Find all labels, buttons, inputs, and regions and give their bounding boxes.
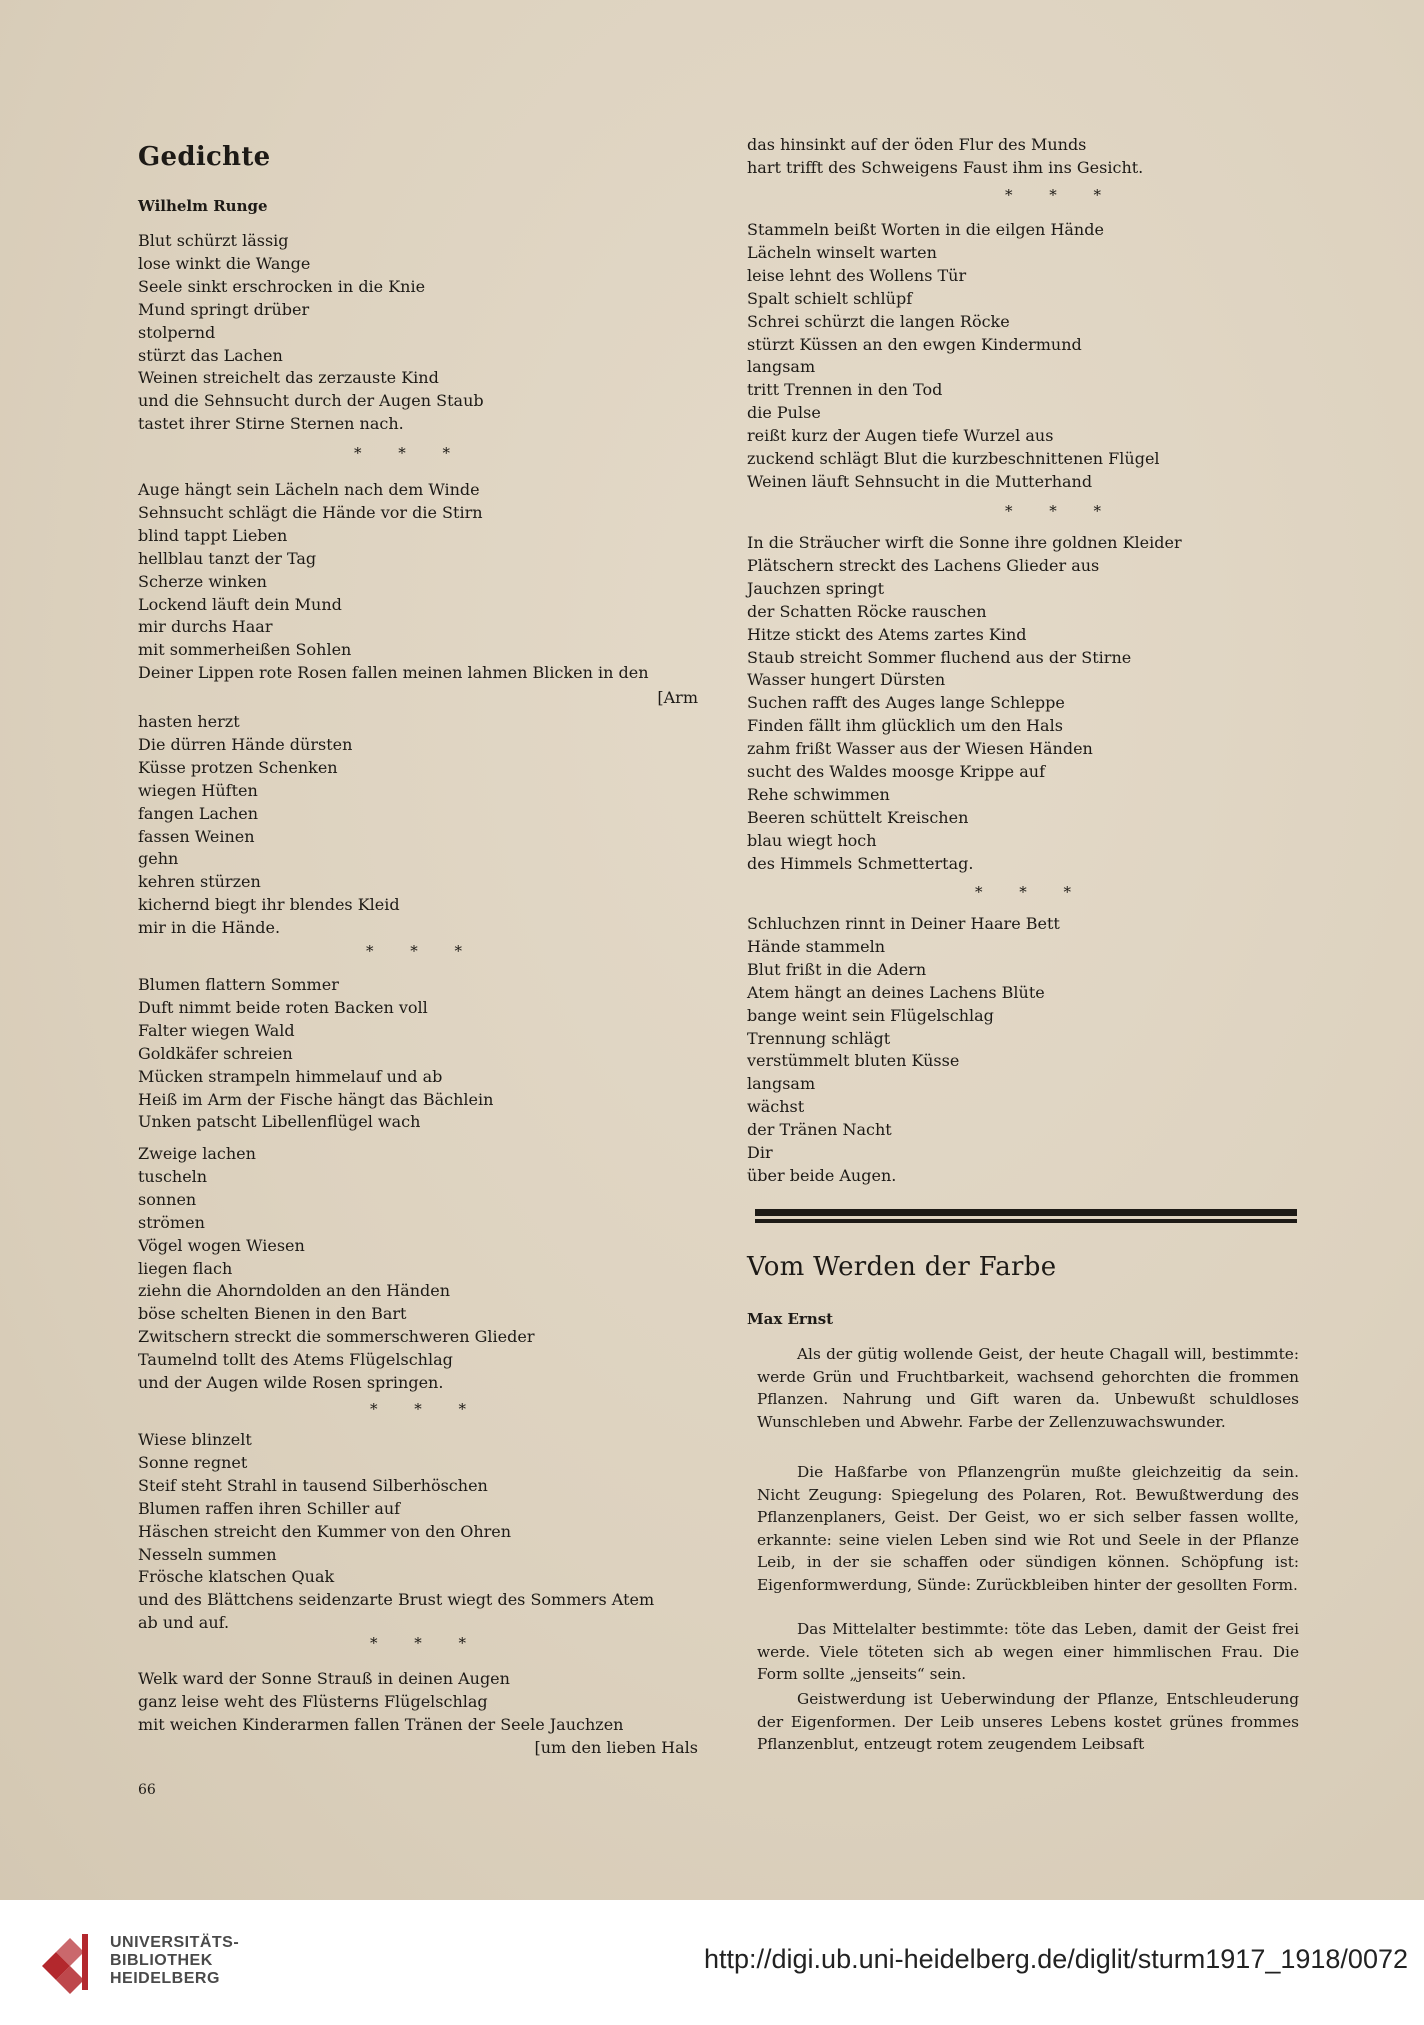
poem-line: kehren stürzen [138,872,261,892]
poem-line: Blumen raffen ihren Schiller auf [138,1498,401,1518]
poem-line: und des Blättchens seidenzarte Brust wiegt des Sommers Atem [138,1590,655,1610]
stars-separator: * * * [366,942,479,960]
poem-line: Mücken strampeln himmelauf und ab [138,1066,443,1086]
poem-line: Trennung schlägt [747,1028,891,1048]
poem-line: mir durchs Haar [138,617,273,637]
poem-line: ziehn die Ahorndolden an den Händen [138,1281,451,1301]
poem-line: leise lehnt des Wollens Tür [747,265,967,285]
poem-line: Finden fällt ihm glücklich um den Hals [747,716,1063,736]
poem-line: stürzt das Lachen [138,345,283,365]
poem-line: Zwitschern streckt die sommerschweren Glieder [138,1327,535,1347]
poem-line: des Himmels Schmettertag. [747,853,974,873]
stars-separator: * * * [975,883,1088,901]
poem-line: Atem hängt an deines Lachens Blüte [747,982,1045,1002]
poem-line: Sonne regnet [138,1452,248,1472]
article-author: Max Ernst [747,1310,834,1328]
poem-line: gehn [138,849,179,869]
poem-line: langsam [747,1074,816,1094]
logo-text-line2: BIBLIOTHEK [110,1952,213,1969]
source-url-link[interactable]: http://digi.ub.uni-heidelberg.de/diglit/sturm1917_1918/0072 [703,1944,1408,1974]
poem-line: tastet ihrer Stirne Sternen nach. [138,414,404,434]
poem-line: Falter wiegen Wald [138,1020,295,1040]
poem-line: reißt kurz der Augen tiefe Wurzel aus [747,426,1054,446]
poem-line: mir in die Hände. [138,918,281,938]
poem-line: Jauchzen springt [747,578,885,598]
poem-line: Schluchzen rinnt in Deiner Haare Bett [747,914,1060,933]
poem-line: Seele sinkt erschrocken in die Knie [138,276,426,296]
poem-line: Suchen rafft des Auges lange Schleppe [747,693,1065,713]
poem-line: In die Sträucher wirft die Sonne ihre goldnen Kleider [747,533,1182,552]
poem-line: sonnen [138,1189,197,1209]
stars-separator: * * * [370,1400,483,1418]
poem-line: Hitze stickt des Atems zartes Kind [747,624,1027,644]
poem-line: das hinsinkt auf der öden Flur des Munds [747,135,1087,154]
poem-line: Taumelnd tollt des Atems Flügelschlag [138,1350,453,1370]
poem-line: ganz leise weht des Flüsterns Flügelschlag [138,1691,488,1711]
poem-line: Hände stammeln [747,936,886,956]
poem-line: Mund springt drüber [138,299,310,319]
poem-line: stürzt Küssen an den ewgen Kindermund [747,334,1082,354]
poem-line: ab und auf. [138,1613,230,1633]
poem-line: sucht des Waldes moosge Krippe auf [747,762,1045,781]
poem-line: Weinen läuft Sehnsucht in die Mutterhand [747,471,1093,491]
poem-line: über beide Augen. [747,1165,897,1185]
page-number: 66 [138,1782,156,1798]
poem-line: und der Augen wilde Rosen springen. [138,1373,444,1392]
section-title: Gedichte [138,142,271,172]
poem-line: Auge hängt sein Lächeln nach dem Winde [138,480,480,499]
poem-line: Häschen streicht den Kummer von den Ohren [138,1521,512,1541]
poem-line: der Tränen Nacht [747,1120,892,1140]
poem-line: wiegen Hüften [138,780,258,800]
poem-line: die Pulse [747,403,821,423]
university-library-logo-icon [38,1930,94,1994]
stars-separator: * * * [1005,186,1118,204]
poem-line: liegen flach [138,1258,233,1278]
poem-author: Wilhelm Runge [138,197,268,215]
library-footer [0,1900,1424,2025]
poem-line: Küsse protzen Schenken [138,757,338,777]
poem-line: Lächeln winselt warten [747,242,937,262]
poem-line: mit weichen Kinderarmen fallen Tränen der Seele Jauchzen [138,1714,624,1734]
poem-line: und die Sehnsucht durch der Augen Staub [138,391,484,411]
poem-line: Unken patscht Libellenflügel wach [138,1112,421,1132]
poem-line: Staub streicht Sommer fluchend aus der Stirne [747,647,1132,667]
article-paragraph: Die Haßfarbe von Pflanzengrün mußte gleichzeitig da sein. Nicht Zeugung: Spiegelung des Polaren, Rot. Bewußtwerdung des Pflanzenplaners, Geist. Der Geist, wo er sich selber fassen wollte, erkannte: seine vielen Leben sind wie Rot und Seele in der Pflanze Leib, in der sie schaffen oder sündigen können. Schöpfung ist: Eigenformwerdung, Sünde: Zurückbleiben hinter der gesollten Form. [757,1463,1299,1594]
poem-line: Duft nimmt beide roten Backen voll [138,997,428,1017]
poem-line: strömen [138,1212,205,1232]
poem-line: fassen Weinen [138,826,255,846]
poem-line: lose winkt die Wange [138,253,311,273]
article-paragraph: Als der gütig wollende Geist, der heute Chagall will, bestimmte: werde Grün und Fruchtbarkeit, wachsend gehorchten die frommen Pflanzen. Nahrung und Gift waren da. Unbewußt schuldloses Wunschleben und Abwehr. Farbe der Zellenzuwachswunder. [757,1345,1299,1431]
poem-line-continuation: [Arm [657,688,698,707]
poem-line: Rehe schwimmen [747,784,890,804]
poem-line: bange weint sein Flügelschlag [747,1005,994,1025]
poem-line: Sehnsucht schlägt die Hände vor die Stirn [138,502,483,522]
article-paragraph: Das Mittelalter bestimmte: töte das Leben, damit der Geist frei werde. Viele töteten sich ab wegen einer himmlischen Frau. Die Form sollte „jenseits“ sein. [757,1620,1299,1684]
poem-line: blind tappt Lieben [138,525,288,545]
poem-line: Heiß im Arm der Fische hängt das Bächlein [138,1089,494,1109]
poem-line: Blumen flattern Sommer [138,975,339,994]
poem-line: Beeren schüttelt Kreischen [747,807,969,827]
double-rule-divider [755,1209,1297,1225]
poem-line: Stammeln beißt Worten in die eilgen Hände [747,220,1104,239]
poem-line: verstümmelt bluten Küsse [747,1051,960,1071]
poem-line: stolpernd [138,322,216,342]
poem-line: hellblau tanzt der Tag [138,548,317,568]
poem-line: Die dürren Hände dürsten [138,734,353,754]
stars-separator: * * * [370,1634,483,1652]
article-paragraph: Geistwerdung ist Ueberwindung der Pflanze, Entschleuderung der Eigenformen. Der Leib unseres Lebens kostet grünes frommes Pflanzenblut, entzeugt rotem zeugendem Leibsaft [757,1690,1299,1754]
poem-line: Spalt schielt schlüpf [747,288,913,308]
stars-separator: * * * [354,444,467,462]
logo-text-line3: HEIDELBERG [110,1970,220,1987]
poem-line: Scherze winken [138,571,267,591]
poem-line: fangen Lachen [138,803,259,823]
poem-line: Deiner Lippen rote Rosen fallen meinen lahmen Blicken in den [138,663,649,683]
poem-line: tritt Trennen in den Tod [747,380,943,400]
poem-line: hasten herzt [138,712,240,731]
poem-line: Lockend läuft dein Mund [138,594,342,614]
poem-line: der Schatten Röcke rauschen [747,601,987,621]
poem-line: Blut schürzt lässig [138,231,289,250]
poem-line: zahm frißt Wasser aus der Wiesen Händen [747,739,1093,759]
poem-line: blau wiegt hoch [747,830,877,850]
poem-line-continuation: [um den lieben Hals [534,1738,698,1757]
poem-line: kichernd biegt ihr blendes Kleid [138,895,400,915]
poem-line: böse schelten Bienen in den Bart [138,1304,407,1324]
poem-line: Schrei schürzt die langen Röcke [747,311,1010,331]
poem-line: zuckend schlägt Blut die kurzbeschnittenen Flügel [747,449,1160,468]
poem-line: Nesseln summen [138,1544,277,1564]
poem-line: Vögel wogen Wiesen [138,1235,305,1255]
poem-line: Blut frißt in die Adern [747,959,927,979]
logo-text-line1: UNIVERSITÄTS- [110,1934,240,1951]
poem-line: Frösche klatschen Quak [138,1567,335,1587]
poem-line: mit sommerheißen Sohlen [138,640,352,660]
poem-line: Goldkäfer schreien [138,1043,293,1063]
poem-line: Weinen streichelt das zerzauste Kind [138,368,439,388]
poem-line: Steif steht Strahl in tausend Silberhöschen [138,1475,488,1495]
poem-line: tuscheln [138,1166,208,1186]
poem-line: wächst [747,1097,805,1117]
poem-line: Zweige lachen [138,1144,256,1163]
poem-line: Wasser hungert Dürsten [747,670,946,690]
poem-line: Welk ward der Sonne Strauß in deinen Augen [138,1669,510,1688]
poem-line: hart trifft des Schweigens Faust ihm ins Gesicht. [747,157,1144,177]
poem-line: langsam [747,357,816,377]
poem-line: Dir [747,1143,773,1162]
poem-line: Wiese blinzelt [138,1430,252,1449]
article-title: Vom Werden der Farbe [747,1252,1057,1282]
stars-separator: * * * [1005,502,1118,520]
poem-line: Plätschern streckt des Lachens Glieder aus [747,555,1100,575]
